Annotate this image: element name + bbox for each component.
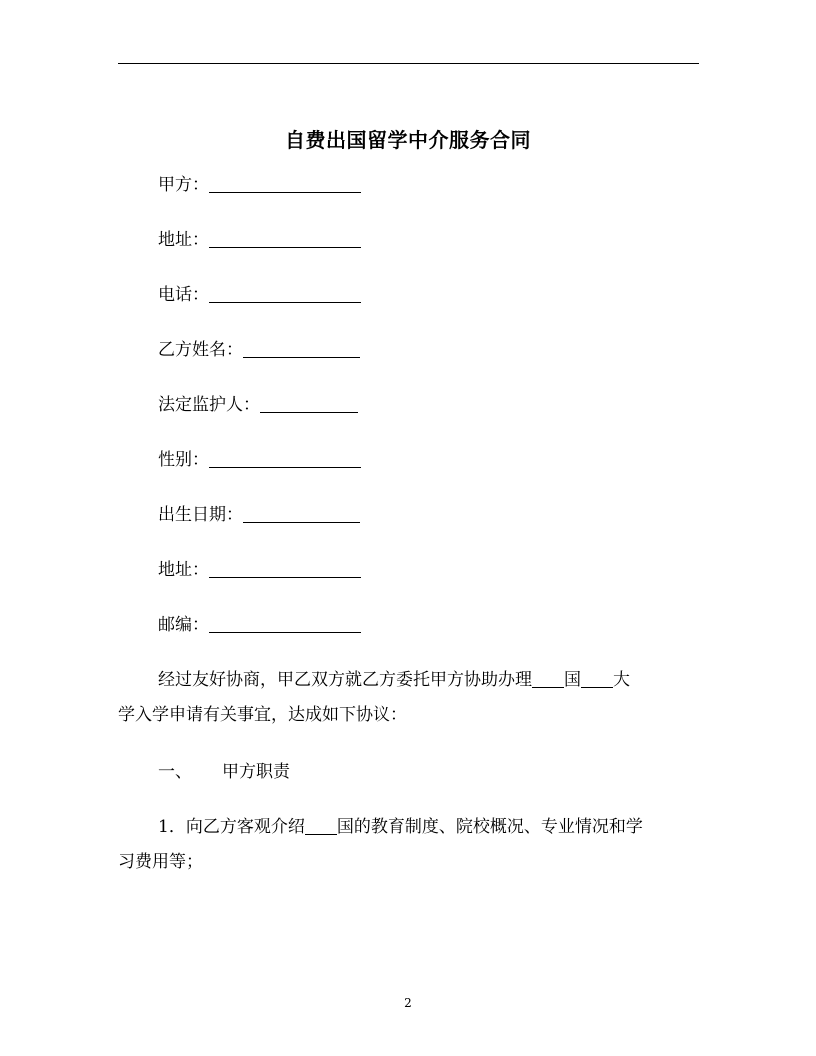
field-label: 性别： — [158, 450, 209, 470]
intro-text: 大 — [613, 670, 630, 690]
blank-line — [209, 174, 361, 193]
field-postcode — [158, 614, 361, 636]
item-text: 国的教育制度、院校概况、专业情况和学 — [336, 817, 643, 837]
field-label: 邮编： — [158, 615, 209, 635]
blank-line — [243, 339, 360, 358]
field-guardian — [158, 394, 358, 416]
blank-line — [209, 449, 361, 468]
item-line1 — [118, 816, 688, 838]
field-address-b — [158, 559, 361, 581]
blank-line — [260, 394, 358, 413]
blank-line — [209, 559, 361, 578]
blank-line — [581, 669, 613, 688]
item-text: 1．向乙方客观介绍 — [158, 817, 305, 837]
field-label: 乙方姓名： — [158, 340, 243, 360]
section-number: 一、 — [158, 762, 192, 782]
field-label: 电话： — [158, 285, 209, 305]
field-gender — [158, 449, 361, 471]
section-title: 甲方职责 — [222, 762, 290, 782]
intro-text: 学入学申请有关事宜，达成如下协议： — [118, 705, 407, 725]
item-line2 — [118, 851, 688, 873]
blank-line — [243, 504, 360, 523]
field-label: 地址： — [158, 560, 209, 580]
blank-line — [532, 669, 564, 688]
section-heading — [158, 761, 290, 783]
intro-text: 国 — [564, 670, 581, 690]
blank-line — [209, 284, 361, 303]
document-title: 自费出国留学中介服务合同 — [285, 128, 531, 152]
item-text: 习费用等； — [118, 852, 203, 872]
field-birth-date — [158, 504, 360, 526]
intro-paragraph-line1 — [118, 669, 688, 691]
field-label: 甲方： — [158, 175, 209, 195]
field-phone — [158, 284, 361, 306]
page-number: 2 — [404, 996, 412, 1010]
blank-line — [209, 614, 361, 633]
blank-line — [305, 816, 337, 835]
field-label: 出生日期： — [158, 505, 243, 525]
field-label: 地址： — [158, 230, 209, 250]
field-party-b-name — [158, 339, 360, 361]
blank-line — [209, 229, 361, 248]
field-party-a — [158, 174, 361, 196]
field-address-a — [158, 229, 361, 251]
intro-paragraph-line2 — [118, 704, 688, 726]
field-label: 法定监护人： — [158, 395, 260, 415]
intro-text: 经过友好协商，甲乙双方就乙方委托甲方协助办理 — [158, 670, 532, 690]
header-rule — [118, 63, 699, 64]
